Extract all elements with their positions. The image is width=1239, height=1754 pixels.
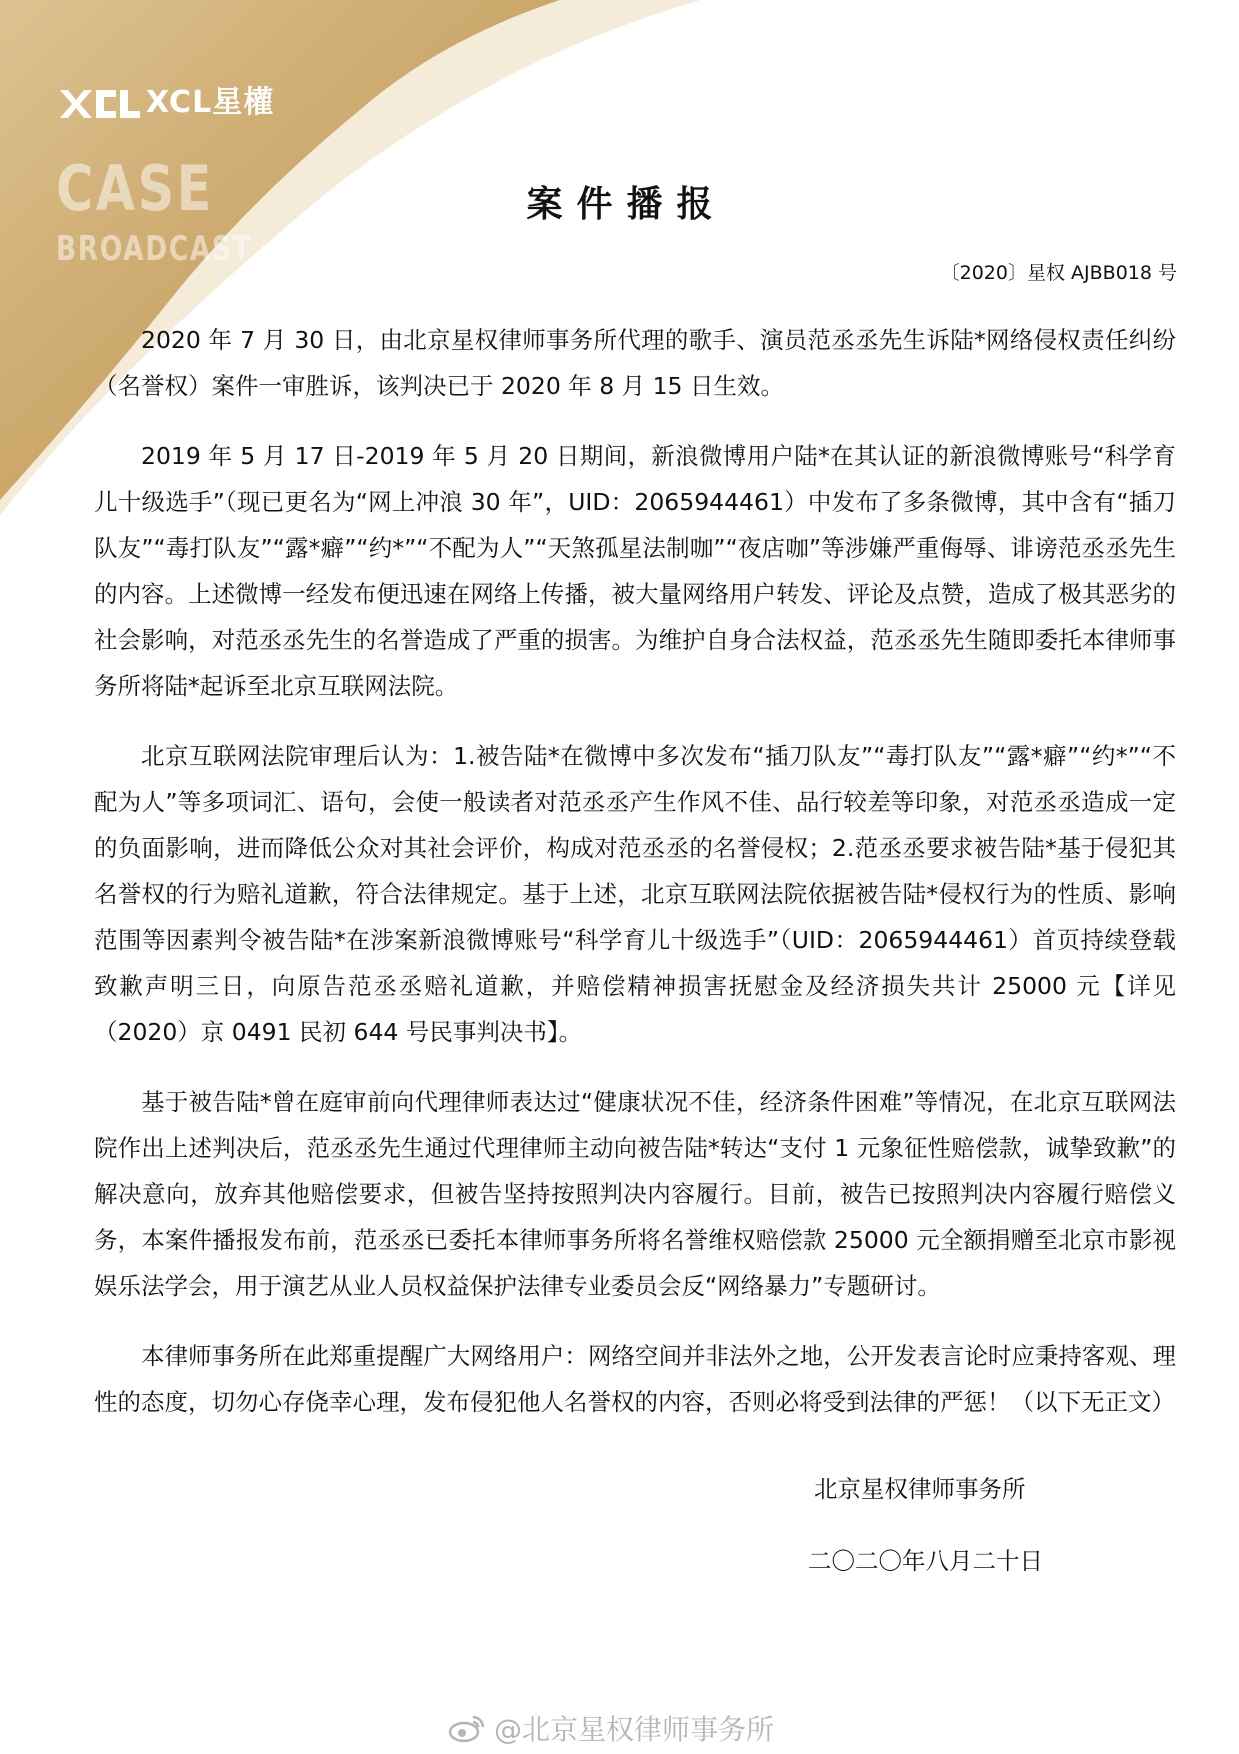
paragraph-3: 北京互联网法院审理后认为：1.被告陆*在微博中多次发布“插刀队友”“毒打队友”“露*癖”“约*”“不配为人”等多项词汇、语句，会使一般读者对范丞丞产生作风不佳、品行较差等印象，对范丞丞造成一定的负面影响，进而降低公众对其社会评价，构成对范丞丞的名誉侵权；2.范丞丞要求被告陆*基于侵犯其名誉权的行为赔礼道歉，符合法律规定。基于上述，北京互联网法院依据被告陆*侵权行为的性质、影响范围等因素判令被告陆*在涉案新浪微博账号“科学育儿十级选手”（UID：2065944461）首页持续登载致歉声明三日，向原告范丞丞赔礼道歉，并赔偿精神损害抚慰金及经济损失共计 25000 元【详见（2020）京 0491 民初 644 号民事判决书】。 xyxy=(94,742,1176,1046)
weibo-icon xyxy=(448,1713,486,1743)
logo-text: XCL星權 xyxy=(146,85,275,120)
document-number: 〔2020〕星权 AJBB018 号 xyxy=(940,262,1177,284)
document-body xyxy=(94,317,1176,1449)
company-logo xyxy=(58,86,274,120)
broadcast-watermark-text: BROADCAST xyxy=(56,229,253,269)
watermark-text: @北京星权律师事务所 xyxy=(494,1713,775,1746)
weibo-watermark xyxy=(448,1708,774,1748)
paragraph-5: 本律师事务所在此郑重提醒广大网络用户：网络空间并非法外之地，公开发表言论时应秉持客观、理性的态度，切勿心存侥幸心理，发布侵犯他人名誉权的内容，否则必将受到法律的严惩！（以下无正文） xyxy=(94,1342,1176,1416)
document-title: 案件播报 xyxy=(526,184,727,225)
signature-organization: 北京星权律师事务所 xyxy=(814,1475,1026,1503)
paragraph-1: 2020 年 7 月 30 日，由北京星权律师事务所代理的歌手、演员范丞丞先生诉陆*网络侵权责任纠纷（名誉权）案件一审胜诉，该判决已于 2020 年 8 月 15 日生效。 xyxy=(94,326,1176,400)
logo-mark-icon xyxy=(58,86,142,120)
case-watermark-text: CASE xyxy=(56,152,214,225)
signature-date: 二〇二〇年八月二十日 xyxy=(808,1547,1043,1575)
paragraph-4: 基于被告陆*曾在庭审前向代理律师表达过“健康状况不佳，经济条件困难”等情况，在北京互联网法院作出上述判决后，范丞丞先生通过代理律师主动向被告陆*转达“支付 1 元象征性赔偿款，诚挚致歉”的解决意向，放弃其他赔偿要求，但被告坚持按照判决内容履行。目前，被告已按照判决内容履行赔偿义务，本案件播报发布前，范丞丞已委托本律师事务所将名誉维权赔偿款 25000 元全额捐赠至北京市影视娱乐法学会，用于演艺从业人员权益保护法律专业委员会反“网络暴力”专题研讨。 xyxy=(94,1088,1176,1300)
paragraph-2: 2019 年 5 月 17 日-2019 年 5 月 20 日期间，新浪微博用户陆*在其认证的新浪微博账号“科学育儿十级选手”（现已更名为“网上冲浪 30 年”，UID：2065944461）中发布了多条微博，其中含有“插刀队友”“毒打队友”“露*癖”“约*”“不配为人”“天煞孤星法制咖”“夜店咖”等涉嫌严重侮辱、诽谤范丞丞先生的内容。上述微博一经发布便迅速在网络上传播，被大量网络用户转发、评论及点赞，造成了极其恶劣的社会影响，对范丞丞先生的名誉造成了严重的损害。为维护自身合法权益，范丞丞先生随即委托本律师事务所将陆*起诉至北京互联网法院。 xyxy=(94,442,1176,700)
